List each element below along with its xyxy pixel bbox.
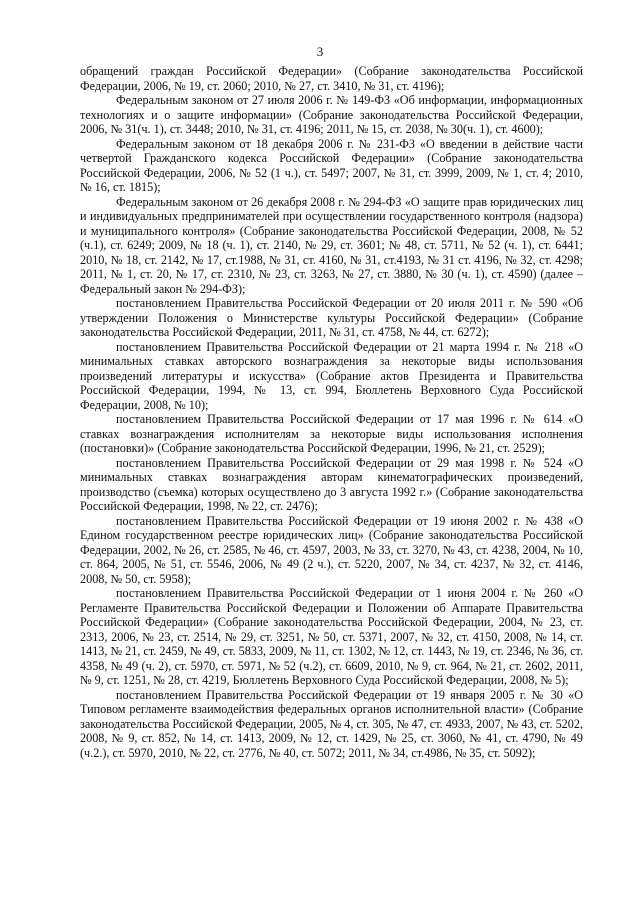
paragraph: Федеральным законом от 26 декабря 2008 г. № 294-ФЗ «О защите прав юридических лиц и индивидуальных предпринимателей при осуществлении государственного контроля (надзора) и муниципального контроля» (Собрание законодательства Российской Федерации, 2008, № 52 (ч.1), ст. 6249; 2009, № 18 (ч. 1), ст. 2140, № 29, ст. 3601; № 48, ст. 5711, № 52 (ч. 1), ст. 6441; 2010, № 18, ст. 2142, № 17, ст.1988, № 31, ст. 4160, № 31, ст.4193, № 31 ст. 4196, № 32, ст. 4298; 2011, № 1, ст. 20, № 17, ст. 2310, № 23, ст. 3263, № 27, ст. 3880, № 30 (ч. 1), ст. 4590) (далее – Федеральный закон № 294-ФЗ); — [80, 194, 583, 296]
paragraph: постановлением Правительства Российской Федерации от 17 мая 1996 г. № 614 «О ставках вознаграждения исполнителям за некоторые виды использования исполнения (постановки)» (Собрание законодательства Российской Федерации, 1996, № 21, ст. 2529); — [80, 412, 583, 455]
paragraph: постановлением Правительства Российской Федерации от 19 января 2005 г. № 30 «О Типовом регламенте взаимодействия федеральных органов исполнительной власти» (Собрание законодательства Российской Федерации, 2005, № 4, ст. 305, № 47, ст. 4933, 2007, № 43, ст. 5202, 2008, № 9, ст. 852, № 14, ст. 1413, 2009, № 12, ст. 1429, № 25, ст. 3060, № 41, ст. 4790, № 49 (ч.2.), ст. 5970, 2010, № 22, ст. 2776, № 40, ст. 5072; 2011, № 34, ст.4986, № 35, ст. 5092); — [80, 687, 583, 760]
paragraph: обращений граждан Российской Федерации» (Собрание законодательства Российской Федерации, 2006, № 19, ст. 2060; 2010, № 27, ст. 3410, № 31, ст. 4196); — [80, 64, 583, 93]
paragraph: постановлением Правительства Российской Федерации от 19 июня 2002 г. № 438 «О Едином государственном реестре юридических лиц» (Собрание законодательства Российской Федерации, 2002, № 26, ст. 2585, № 46, ст. 4597, 2003, № 33, ст. 3270, № 43, ст. 4238, 2004, № 10, ст. 864, 2005, № 51, ст. 5546, 2006, № 49 (2 ч.), ст. 5220, 2007, № 34, ст. 4237, № 32, ст. 4146, 2008, № 50, ст. 5958); — [80, 513, 583, 586]
paragraph: постановлением Правительства Российской Федерации от 29 мая 1998 г. № 524 «О минимальных ставках вознаграждения авторам кинематографических произведений, производство (съемка) которых осуществлено до 3 августа 1992 г.» (Собрание законодательства Российской Федерации, 1998, № 22, ст. 2476); — [80, 455, 583, 513]
document-body — [80, 64, 583, 760]
paragraph: Федеральным законом от 18 декабря 2006 г. № 231-ФЗ «О введении в действие части четвертой Гражданского кодекса Российской Федерации» (Собрание законодательства Российской Федерации, 2006, № 52 (1 ч.), ст. 5497; 2007, № 31, ст. 3999, 2009, № 1, ст. 4; 2010, № 16, ст. 1815); — [80, 136, 583, 194]
page-number: 3 — [316, 44, 324, 59]
paragraph: постановлением Правительства Российской Федерации от 20 июля 2011 г. № 590 «Об утверждении Положения о Министерстве культуры Российской Федерации» (Собрание законодательства Российской Федерации, 2011, № 31, ст. 4758, № 44, ст. 6272); — [80, 296, 583, 339]
paragraph: Федеральным законом от 27 июля 2006 г. № 149-ФЗ «Об информации, информационных технологиях и о защите информации» (Собрание законодательства Российской Федерации, 2006, № 31(ч. 1), ст. 3448; 2010, № 31, ст. 4196; 2011, № 15, ст. 2038, № 30(ч. 1), ст. 4600); — [80, 93, 583, 136]
paragraph: постановлением Правительства Российской Федерации от 21 марта 1994 г. № 218 «О минимальных ставках авторского вознаграждения за некоторые виды использования произведений литературы и искусства» (Собрание актов Президента и Правительства Российской Федерации, 1994, № 13, ст. 994, Бюллетень Верховного Суда Российской Федерации, 2008, № 10); — [80, 339, 583, 412]
paragraph: постановлением Правительства Российской Федерации от 1 июня 2004 г. № 260 «О Регламенте Правительства Российской Федерации и Положении об Аппарате Правительства Российской Федерации» (Собрание законодательства Российской Федерации, 2004, № 23, ст. 2313, 2006, № 23, ст. 2514, № 29, ст. 3251, № 50, ст. 5371, 2007, № 32, ст. 4150, 2008, № 14, ст. 1413, № 21, ст. 2459, № 49, ст. 5833, 2009, № 11, ст. 1302, № 12, ст. 1443, № 19, ст. 2346, № 36, ст. 4358, № 49 (ч. 2), ст. 5970, ст. 5971, № 52 (ч.2), ст. 6609, 2010, № 9, ст. 964, № 21, ст. 2602, 2011, № 9, ст. 1251, № 28, ст. 4219, Бюллетень Верховного Суда Российской Федерации, 2008, № 5); — [80, 586, 583, 687]
